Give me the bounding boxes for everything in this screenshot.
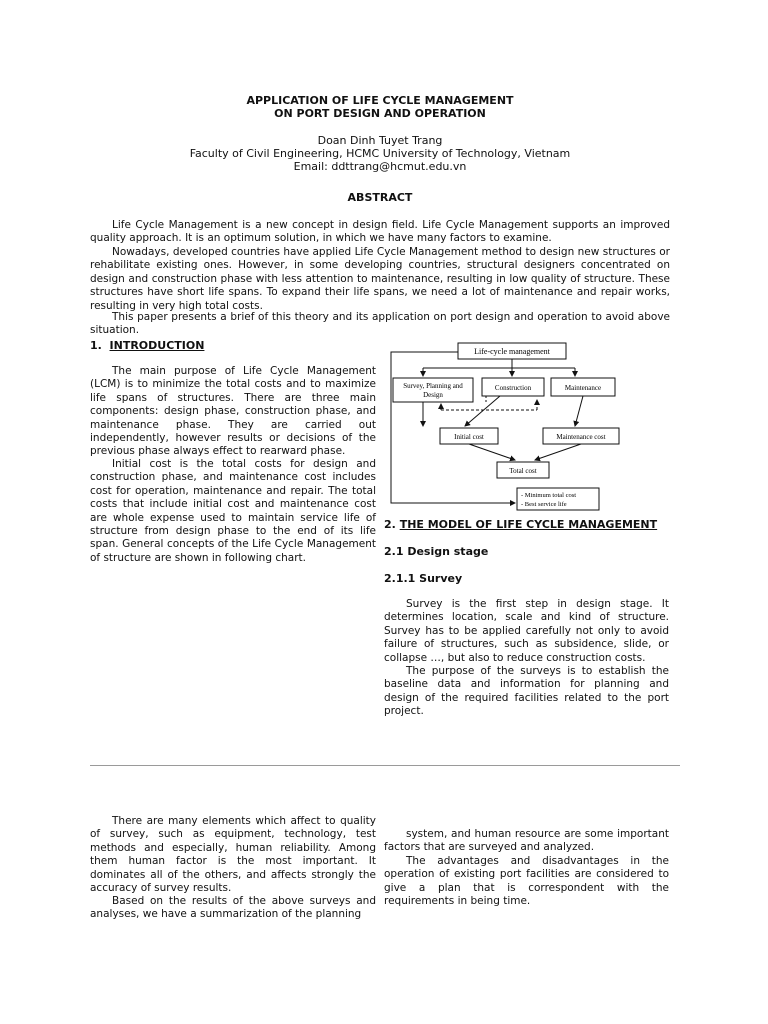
node-initial-cost-label: Initial cost	[454, 433, 484, 441]
author-email: Email: ddttrang@hcmut.edu.vn	[293, 160, 467, 173]
section2-heading	[384, 518, 657, 531]
intro-heading	[90, 339, 204, 352]
node-total-cost-label: Total cost	[509, 467, 537, 475]
abstract-paragraph-3: This paper presents a brief of this theory and its application on port design and operation to avoid above situation.	[90, 311, 670, 337]
bottom-right-paragraph-2: The advantages and disadvantages in the operation of existing port facilities are considered to give a plan that is correspondent with the requirements in being time.	[384, 855, 669, 908]
node-construction-label: Construction	[494, 384, 532, 392]
subsection-survey: 2.1.1 Survey	[384, 572, 463, 585]
node-result-line1: - Minimum total cost	[521, 492, 577, 499]
bottom-left-paragraph-1: There are many elements which affect to quality of survey, such as equipment, technology, test methods and especially, human reliability. Among them human factor is the most important. It dominates all of the others, and affects strongly the accuracy of survey results.	[90, 815, 376, 895]
node-maintenance-label: Maintenance	[564, 384, 602, 392]
page-divider	[90, 765, 680, 766]
node-survey-label-line1: Survey, Planning and	[403, 382, 463, 390]
intro-title: INTRODUCTION	[109, 339, 205, 352]
author-affiliation: Faculty of Civil Engineering, HCMC University of Technology, Vietnam	[189, 147, 571, 160]
section2-paragraph-2: The purpose of the surveys is to establish the baseline data and information for planning and design of the required facilities related to the port project.	[384, 665, 669, 718]
paper-title-line2: ON PORT DESIGN AND OPERATION	[274, 107, 486, 120]
node-survey-label-line2: Design	[423, 391, 443, 399]
bottom-left-paragraph-2: Based on the results of the above surveys and analyses, we have a summarization of the planning	[90, 895, 376, 921]
section2-title: THE MODEL OF LIFE CYCLE MANAGEMENT	[399, 518, 658, 531]
node-result-line2: - Best service life	[521, 501, 567, 508]
abstract-paragraph-1: Life Cycle Management is a new concept in design field. Life Cycle Management supports an improved quality approach. It is an optimum solution, in which we have many factors to examine.	[90, 219, 670, 245]
node-maintenance-cost-label: Maintenance cost	[556, 433, 606, 441]
subsection-design-stage: 2.1 Design stage	[384, 545, 489, 558]
paper-title-line1: APPLICATION OF LIFE CYCLE MANAGEMENT	[246, 94, 514, 107]
section2-paragraph-1: Survey is the first step in design stage. It determines location, scale and kind of structure. Survey has to be applied carefully not only to avoid failure of structures, such as subsidence, slide, or collapse …, but also to reduce construction costs.	[384, 598, 669, 664]
abstract-paragraph-2: Nowadays, developed countries have applied Life Cycle Management method to design new structures or rehabilitate existing ones. However, in some developing countries, structural designers concentrated on design and construction phase with less attention to maintenance, resulting in low quality of structure. These structures have short life spans. To expand their life spans, we need a lot of maintenance and repair works, resulting in very high total costs.	[90, 246, 670, 312]
section2-number: 2.	[384, 518, 396, 531]
author-name: Doan Dinh Tuyet Trang	[317, 134, 443, 147]
intro-paragraph-1: The main purpose of Life Cycle Management (LCM) is to minimize the total costs and to maximize life spans of structures. There are three main components: design phase, construction phase, and maintenance phase. They are carried out independently, however results or decisions of the previous phase always effect to rearward phase.	[90, 365, 376, 458]
intro-number: 1.	[90, 339, 102, 352]
bottom-right-paragraph-1: system, and human resource are some important factors that are surveyed and analyzed.	[384, 828, 669, 854]
node-life-cycle-management-label: Life-cycle management	[474, 347, 550, 356]
abstract-heading: ABSTRACT	[347, 191, 413, 204]
lcm-flowchart	[385, 338, 680, 518]
intro-paragraph-2: Initial cost is the total costs for design and construction phase, and maintenance cost includes cost for operation, maintenance and repair. The total costs that include initial cost and maintenance cost are whole expense used to maintain service life of structure from design phase to the end of its life span. General concepts of the Life Cycle Management of structure are shown in following chart.	[90, 458, 376, 564]
